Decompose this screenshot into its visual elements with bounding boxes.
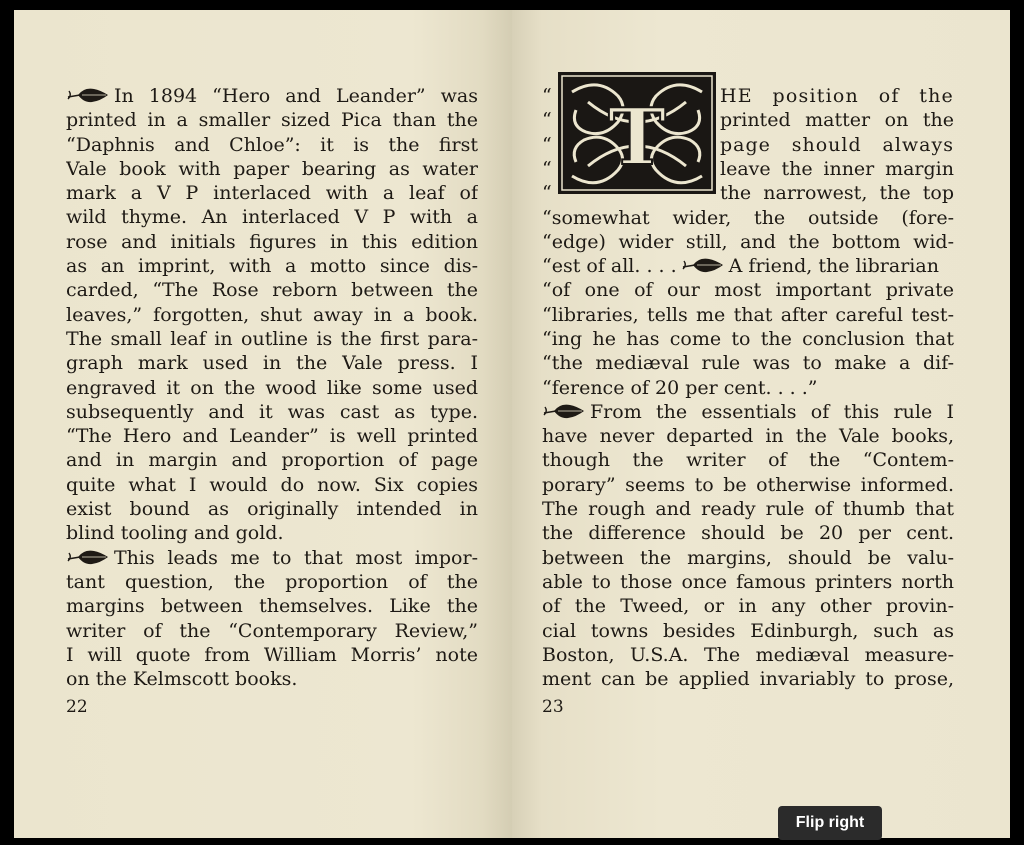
right-page[interactable]: [512, 10, 1010, 838]
text-line: “somewhat wider, the outside (fore-: [542, 206, 954, 229]
text-line: between the margins, should be valu-: [542, 546, 954, 569]
text-line: “edge) wider still, and the bottom wid-: [542, 230, 954, 253]
flip-right-tooltip: Flip right: [778, 806, 882, 840]
text-line: subsequently and it was cast as type.: [66, 400, 478, 423]
text-line: Vale book with paper bearing as water: [66, 157, 478, 180]
text-line: printed in a smaller sized Pica than the: [66, 109, 478, 132]
text-line: leaves,” forgotten, shut away in a book.: [66, 303, 478, 326]
text-line: though the writer of the “Contem-: [542, 449, 954, 472]
text-line: have never departed in the Vale books,: [542, 425, 954, 448]
text-line: engraved it on the wood like some used: [66, 376, 478, 399]
text-line: “est of all. . . . A friend, the librarian: [542, 255, 939, 278]
page-number: 22: [66, 697, 88, 717]
text-line: The small leaf in outline is the first para-: [66, 327, 478, 350]
text-line: the narrowest, the top: [720, 182, 954, 205]
left-page-text: [66, 84, 478, 691]
celtic-knot-initial-icon: [558, 72, 716, 194]
leaf-paragraph-mark-icon: [66, 548, 110, 566]
text-line: carded, “The Rose reborn between the: [66, 279, 478, 302]
page-number: 23: [542, 697, 564, 717]
dropcap-letter: T: [607, 92, 667, 183]
text-line: I will quote from William Morris’ note: [66, 643, 478, 666]
text-line: “ference of 20 per cent. . . .”: [542, 376, 818, 399]
text-line: “libraries, tells me that after careful test-: [542, 303, 954, 326]
right-page-text: [542, 206, 954, 692]
text-line: exist bound as originally intended in: [66, 498, 478, 521]
text-line: leave the inner margin: [720, 157, 954, 180]
text-line: writer of the “Contemporary Review,”: [66, 619, 478, 642]
text-line: printed matter on the: [720, 109, 954, 132]
quote-marks-column: “ “ “ “ “: [542, 85, 552, 205]
text-line: “ing he has come to the conclusion that: [542, 327, 954, 350]
left-page[interactable]: [14, 10, 512, 838]
text-line: “of one of our most important private: [542, 279, 954, 302]
text-line: From the essentials of this rule I: [542, 400, 954, 424]
text-line: “the mediæval rule was to make a dif-: [542, 352, 954, 375]
text-line: This leads me to that most impor-: [66, 546, 478, 570]
text-line: margins between themselves. Like the: [66, 595, 478, 618]
text-line: of the Tweed, or in any other provin-: [542, 595, 954, 618]
book-spread: [14, 10, 1010, 838]
dropcap-adjacent-lines: [720, 84, 954, 205]
text-line: “The Hero and Leander” is well printed: [66, 425, 478, 448]
text-line: wild thyme. An interlaced V P with a: [66, 206, 478, 229]
text-line: able to those once famous printers north: [542, 570, 954, 593]
text-line: page should always: [720, 133, 954, 156]
text-line: porary” seems to be otherwise informed.: [542, 473, 954, 496]
ornamental-initial: [558, 72, 716, 194]
text-line: cial towns besides Edinburgh, such as: [542, 619, 954, 642]
text-line: ment can be applied invariably to prose,: [542, 668, 954, 691]
text-line: rose and initials figures in this edition: [66, 230, 478, 253]
text-line: In 1894 “Hero and Leander” was: [66, 84, 478, 108]
text-line: The rough and ready rule of thumb that: [542, 498, 954, 521]
leaf-paragraph-mark-icon: [66, 86, 110, 104]
text-line: “Daphnis and Chloe”: it is the first: [66, 133, 478, 156]
text-line: Boston, U.S.A. The mediæval measure-: [542, 643, 954, 666]
text-line: blind tooling and gold.: [66, 522, 284, 545]
text-line: on the Kelmscott books.: [66, 668, 298, 691]
text-line: and in margin and proportion of page: [66, 449, 478, 472]
text-line: as an imprint, with a motto since dis-: [66, 255, 478, 278]
leaf-paragraph-mark-icon: [681, 256, 725, 274]
text-line: mark a V P interlaced with a leaf of: [66, 182, 478, 205]
text-line: HE position of the: [720, 85, 954, 107]
text-line: the difference should be 20 per cent.: [542, 522, 954, 545]
text-line: tant question, the proportion of the: [66, 570, 478, 593]
text-line: graph mark used in the Vale press. I: [66, 352, 478, 375]
leaf-paragraph-mark-icon: [542, 402, 586, 420]
text-line: quite what I would do now. Six copies: [66, 473, 478, 496]
